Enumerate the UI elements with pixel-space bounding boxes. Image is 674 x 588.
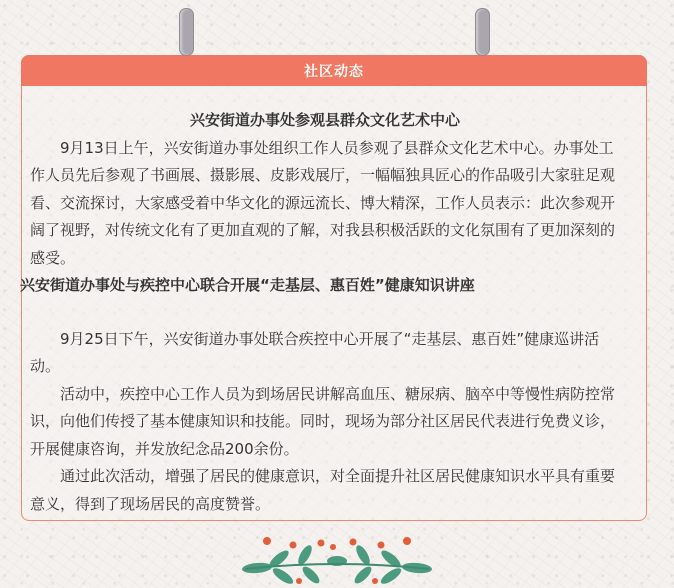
section-title: 社区动态 xyxy=(304,63,364,80)
article-paragraph: 活动中，疾控中心工作人员为到场居民讲解高血压、糖尿病、脑卒中等慢性病防控常识，向他们传授了基本健康知识和技能。同时，现场为部分社区居民代表进行免费义诊，开展健康咨询，并发放纪念品200余份。 xyxy=(30,384,616,458)
article-paragraph: 9月25日下午，兴安街道办事处联合疾控中心开展了“走基层、惠百姓”健康巡讲活动。 xyxy=(30,329,600,375)
article-title: 兴安街道办事处参观县群众文化艺术中心 xyxy=(189,111,460,129)
holly-garland-icon xyxy=(237,531,437,585)
article-title: 兴安街道办事处与疾控中心联合开展“走基层、惠百姓”健康知识讲座 xyxy=(20,276,475,294)
binder-pin-left-icon xyxy=(179,8,194,56)
article-content xyxy=(20,107,620,518)
article-paragraph: 通过此次活动，增强了居民的健康意识，对全面提升社区居民健康知识水平具有重要意义，得到了现场居民的高度赞誉。 xyxy=(30,467,616,513)
section-header xyxy=(21,55,647,86)
article-paragraph: 9月13日上午，兴安街道办事处组织工作人员参观了县群众文化艺术中心。办事处工作人员先后参观了书画展、摄影展、皮影戏展厅，一幅幅独具匠心的作品吸引大家驻足观看、交流探讨，大家感受着中华文化的源远流长、博大精深，工作人员表示：此次参观开阔了视野，对传统文化有了更加直观的了解，对我县积极活跃的文化氛围有了更加深刻的感受。 xyxy=(30,138,616,267)
binder-pin-right-icon xyxy=(475,8,490,56)
